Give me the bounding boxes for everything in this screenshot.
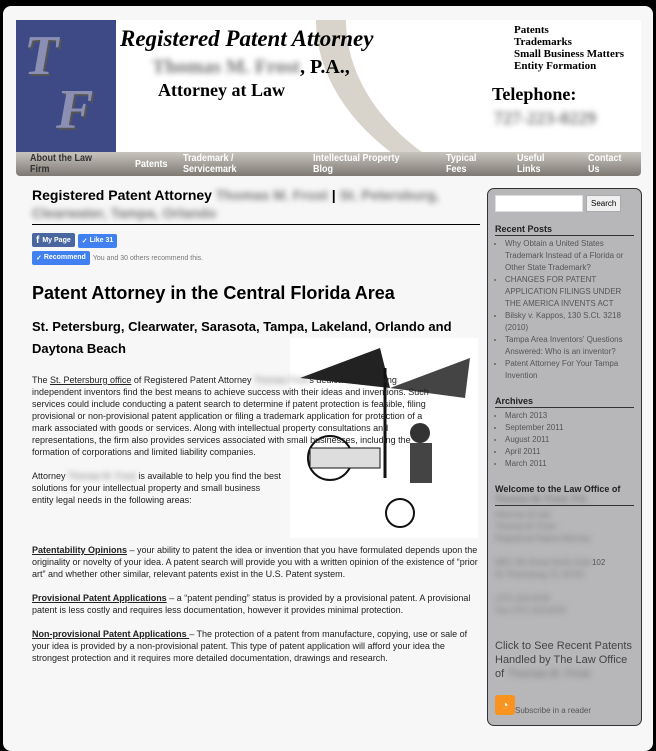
list-item — [505, 434, 634, 446]
nonprovisional-applications-link[interactable]: Non-provisional Patent Applications — [32, 628, 190, 639]
archive-link[interactable]: September 2011 — [505, 423, 564, 432]
list-item — [505, 334, 634, 358]
banner-subtitle: Attorney at Law — [158, 80, 285, 100]
main-heading: Patent Attorney in the Central Florida Area — [32, 282, 395, 303]
recent-posts-heading: Recent Posts — [495, 224, 634, 236]
main-content — [32, 186, 480, 664]
rss-icon: ◔ — [495, 695, 515, 715]
header-banner — [16, 20, 641, 152]
nav-about[interactable]: About the Law Firm — [30, 153, 93, 175]
recent-post-link[interactable]: Why Obtain a United States Trademark Instead of a Florida or Other State Trademark? — [505, 239, 624, 272]
nav-patents[interactable]: Patents — [135, 158, 168, 170]
archive-link[interactable]: August 2011 — [505, 435, 550, 444]
list-item — [505, 458, 634, 470]
search-button[interactable]: Search — [586, 195, 621, 212]
banner-title: Registered Patent Attorney — [120, 26, 374, 51]
main-nav — [16, 152, 641, 176]
list-item — [505, 358, 634, 382]
service-patentability: Patentability Opinions – your ability to patent the idea or invention that you have formulated depends upon the originality or novelty of your idea. A patent search will provide you with a written opinion of the existence of “prior art” and whether other similar, relevant patents exist in the U.S. Patent system. — [32, 544, 478, 579]
service-nonprovisional: Non-provisional Patent Applications – The protection of a patent from manufacture, copying, use or sale of your idea is provided by a non-provisional patent. This type of patent application will afford your idea the strongest protection and it requires more detailed documentation, drawings and research. — [32, 628, 468, 663]
archives-list — [495, 410, 634, 470]
nav-blog[interactable]: Intellectual Property Blog — [313, 153, 400, 175]
recent-post-link[interactable]: Tampa Area Inventors' Questions Answered: Who is an inventor? — [505, 335, 623, 356]
page-title: Registered Patent Attorney Thomas M. Frost | St. Petersburg, Clearwater, Tampa, Orlando — [32, 186, 480, 225]
archive-link[interactable]: April 2011 — [505, 447, 541, 456]
facebook-my-page-button[interactable]: f My Page — [32, 233, 75, 247]
welcome-heading: Welcome to the Law Office of Thomas M. Frost, P.A. — [495, 484, 634, 506]
recent-post-link[interactable]: Patent Attorney For Your Tampa Invention — [505, 359, 619, 380]
archive-link[interactable]: March 2011 — [505, 459, 547, 468]
sub-heading: St. Petersburg, Clearwater, Sarasota, Tampa, Lakeland, Orlando and Daytona Beach — [32, 318, 452, 356]
list-item — [505, 238, 634, 274]
list-item — [505, 410, 634, 422]
telephone-number: 727-223-0229 — [494, 108, 596, 128]
check-icon: ✓ — [36, 254, 44, 262]
recent-patents-link[interactable]: Click to See Recent Patents Handled by The Law Office of Thomas M. Frost — [495, 640, 632, 680]
subscribe-link[interactable]: ◔ Subscribe in a reader — [495, 695, 634, 715]
service-provisional: Provisional Patent Applications – a “patent pending” status is provided by a provisional patent. A provisional patent is less costly and requires less documentation, however it provides minimal protection. — [32, 592, 471, 615]
recent-post-link[interactable]: CHANGES FOR PATENT APPLICATION FILINGS UNDER THE AMERICA INVENTS ACT — [505, 275, 622, 308]
banner-services: Patents Trademarks Small Business Matters Entity Formation — [514, 24, 624, 72]
attorney-paragraph: Attorney Thomas M. Frost is available to help you find the best solutions for your intellectual property and small business entity legal needs in the following areas: — [32, 470, 281, 505]
check-icon: ✓ — [81, 237, 90, 245]
facebook-icon: f — [36, 234, 40, 246]
nav-trademark[interactable]: Trademark / Servicemark — [183, 153, 237, 175]
st-petersburg-office-link[interactable]: St. Petersburg office — [50, 374, 132, 385]
sidebar — [487, 188, 642, 726]
intro-paragraph: The St. Petersburg office of Registered Patent Attorney Thomas Frosts dedicated to helping independent inventors find the best means to achieve success with their ideas and inventions. Such services could include conducting a patent search to determine if patent protection is feasible, filing provisional or non-provisional patent application or filing a trademark application for protection of a mark associated with goods or services. Along with intellectual property consultations and representations, the firm also provides services associated with small businesses, including the formation of corporations and limited liability companies. — [32, 374, 429, 457]
recommend-button[interactable]: ✓ Recommend — [32, 251, 90, 265]
office-address: Attorney at Law Thomas M. Frost Registered Patent Attorney 6801 5th Street North Suite102 St. Petersburg, FL 33702 (727) 223-0229 Fax (727) 223-0229 — [495, 510, 606, 615]
recent-post-link[interactable]: Bilsky v. Kappos, 130 S.Ct. 3218 (2010) — [505, 311, 621, 332]
nav-links[interactable]: Useful Links — [517, 153, 545, 175]
list-item — [505, 274, 634, 310]
search-input[interactable] — [495, 195, 583, 212]
archives-heading: Archives — [495, 396, 634, 408]
recent-posts-list — [495, 238, 634, 382]
nav-fees[interactable]: Typical Fees — [445, 153, 477, 175]
list-item — [505, 422, 634, 434]
like-button[interactable]: ✓ Like 31 — [78, 234, 118, 248]
search-form — [495, 195, 634, 212]
provisional-applications-link[interactable]: Provisional Patent Applications — [32, 592, 167, 603]
telephone-label: Telephone: — [492, 84, 577, 104]
nav-contact[interactable]: Contact Us — [588, 153, 622, 175]
logo-letter-f: F — [56, 79, 94, 141]
logo-letter-t: T — [24, 25, 59, 87]
patentability-opinions-link[interactable]: Patentability Opinions — [32, 544, 128, 555]
list-item — [505, 446, 634, 458]
banner-name: Thomas M. Frost, P.A., — [152, 56, 350, 78]
list-item — [505, 310, 634, 334]
archive-link[interactable]: March 2013 — [505, 411, 548, 420]
recommend-count-text: You and 30 others recommend this. — [92, 254, 204, 262]
social-buttons — [32, 233, 480, 265]
logo[interactable] — [16, 20, 116, 152]
